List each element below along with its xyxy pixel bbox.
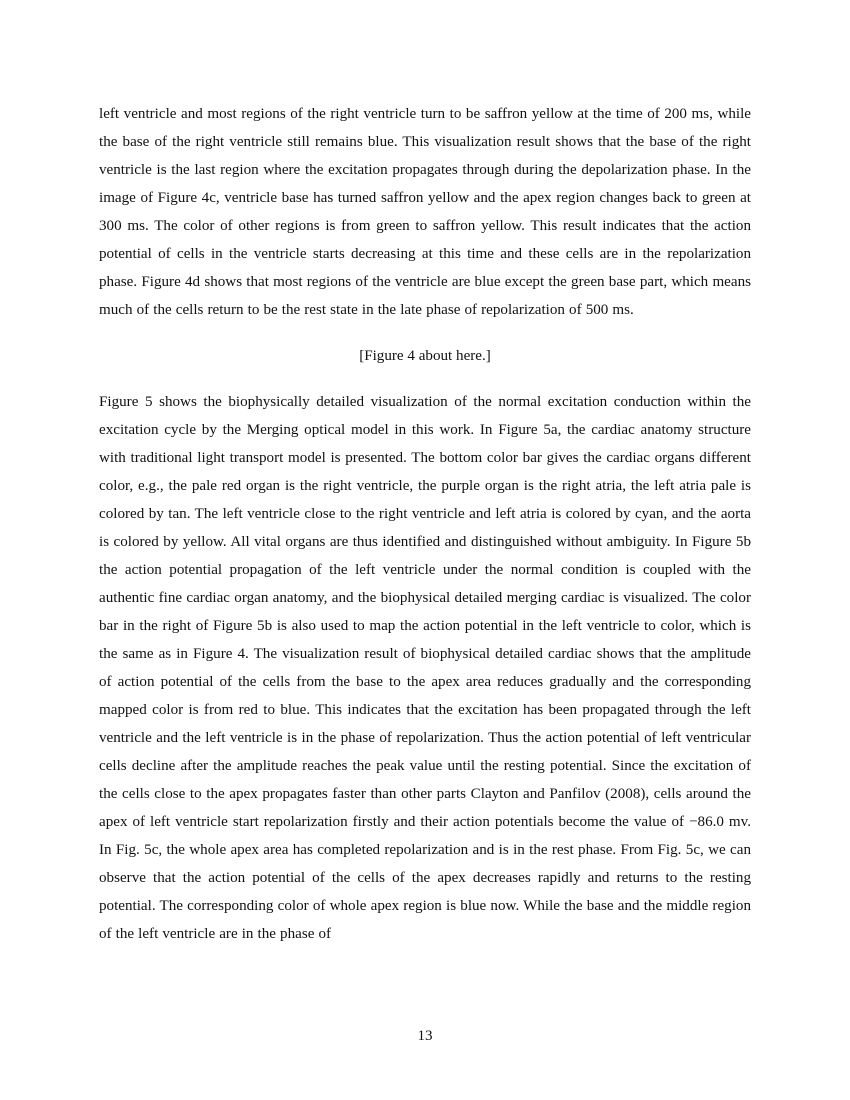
figure-placeholder-note: [Figure 4 about here.] <box>359 348 491 364</box>
body-paragraph-1: left ventricle and most regions of the right ventricle turn to be saffron yellow at the time of 200 ms, while the base of the right ventricle still remains blue. This visualization result shows that the base of the right ventricle is the last region where the excitation propagates through during the depolarization phase. In the image of Figure 4c, ventricle base has turned saffron yellow and the apex region changes back to green at 300 ms. The color of other regions is from green to saffron yellow. This result indicates that the action potential of cells in the ventricle starts decreasing at this time and these cells are in the repolarization phase. Figure 4d shows that most regions of the ventricle are blue except the green base part, which means much of the cells return to be the rest state in the late phase of repolarization of 500 ms. <box>99 106 751 318</box>
body-paragraph-2: Figure 5 shows the biophysically detailed visualization of the normal excitation conduction within the excitation cycle by the Merging optical model in this work. In Figure 5a, the cardiac anatomy structure with traditional light transport model is presented. The bottom color bar gives the cardiac organs different color, e.g., the pale red organ is the right ventricle, the purple organ is the right atria, the left atria pale is colored by tan. The left ventricle close to the right ventricle and left atria is colored by cyan, and the aorta is colored by yellow. All vital organs are thus identified and distinguished without ambiguity. In Figure 5b the action potential propagation of the left ventricle under the normal condition is coupled with the authentic fine cardiac organ anatomy, and the biophysical detailed merging cardiac is visualized. The color bar in the right of Figure 5b is also used to map the action potential in the left ventricle to color, which is the same as in Figure 4. The visualization result of biophysical detailed cardiac shows that the amplitude of action potential of the cells from the base to the apex area reduces gradually and the corresponding mapped color is from red to blue. This indicates that the excitation has been propagated through the left ventricle and the left ventricle is in the phase of repolarization. Thus the action potential of left ventricular cells decline after the amplitude reaches the peak value until the resting potential. Since the excitation of the cells close to the apex propagates faster than other parts Clayton and Panfilov (2008), cells around the apex of left ventricle start repolarization firstly and their action potentials become the value of −86.0 mv. In Fig. 5c, the whole apex area has completed repolarization and is in the rest phase. From Fig. 5c, we can observe that the action potential of the cells of the apex decreases rapidly and returns to the resting potential. The corresponding color of whole apex region is blue now. While the base and the middle region of the left ventricle are in the phase of <box>99 394 751 942</box>
page-content-column <box>99 100 751 948</box>
page-number: 13 <box>417 1028 433 1044</box>
